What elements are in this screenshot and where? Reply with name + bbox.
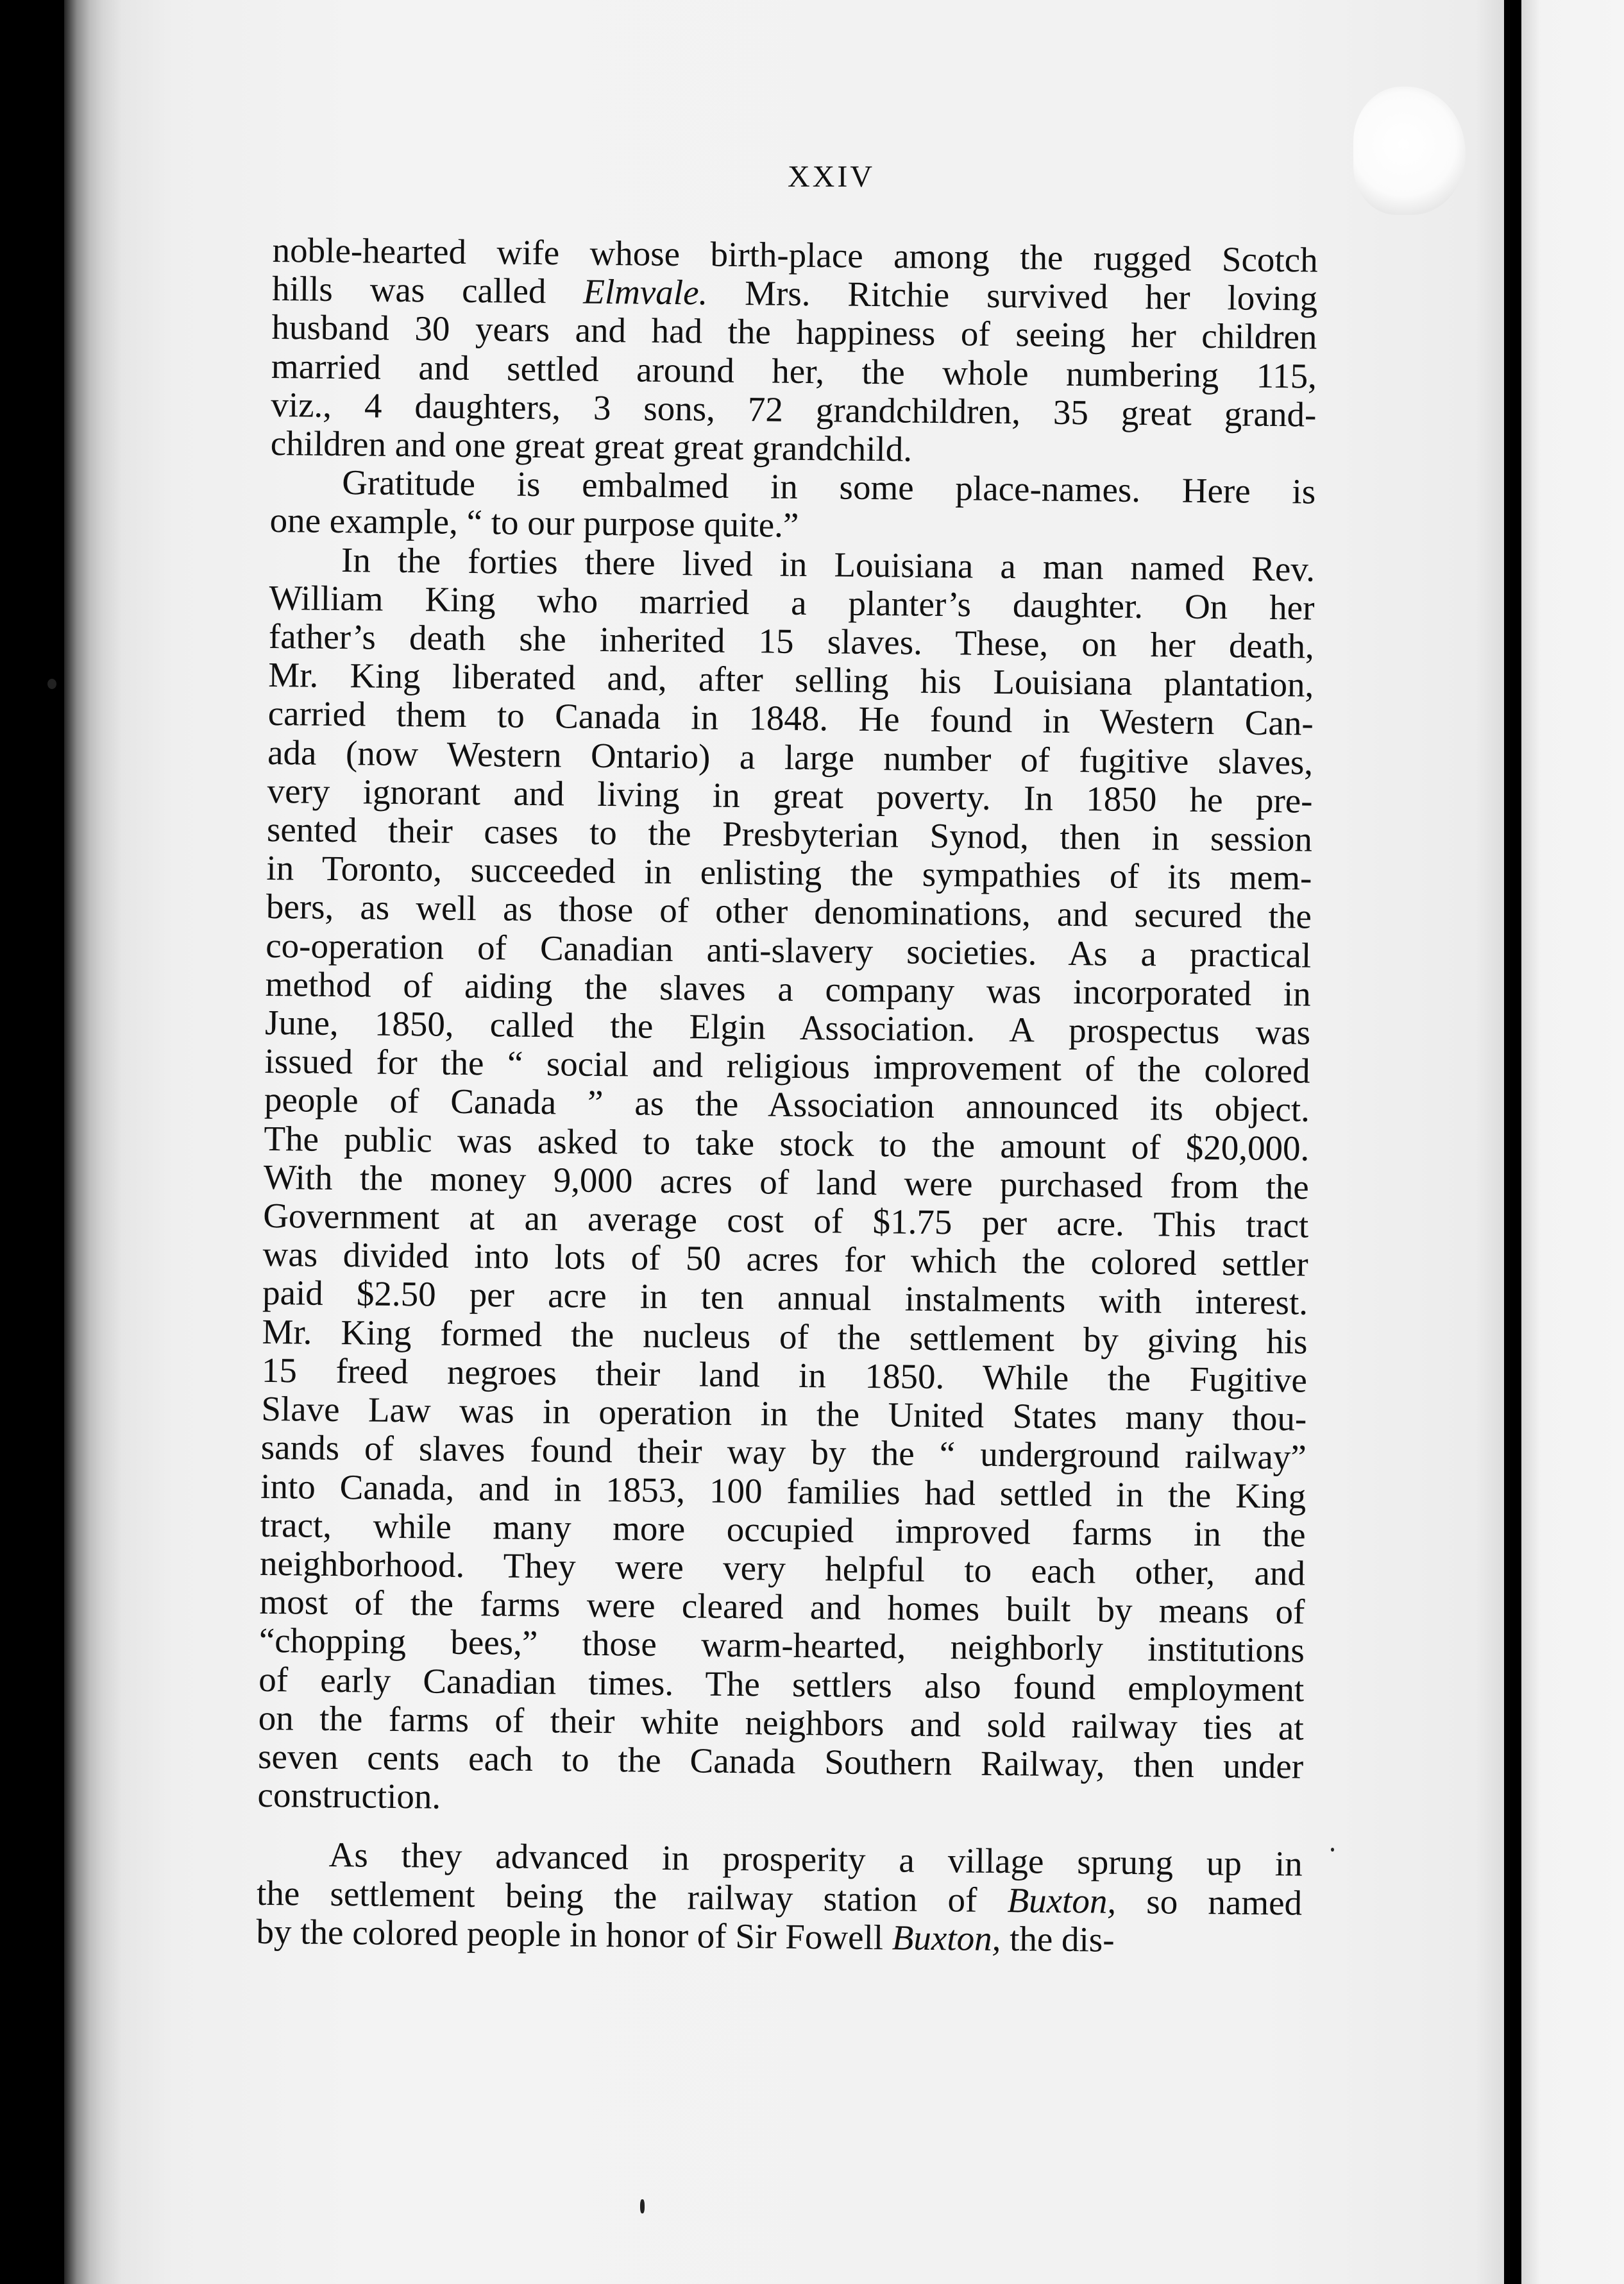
text-line: Mr. King liberated and, after selling his Louisiana plantation, xyxy=(268,655,1314,704)
text-line: tract, while many more occupied improved farms in the xyxy=(260,1504,1306,1555)
text-line: in Toronto, succeeded in enlisting the sympathies of its mem- xyxy=(266,848,1312,898)
text-line: of early Canadian times. The settlers also found employment xyxy=(258,1659,1305,1709)
text-line: very ignorant and living in great poverty. In 1850 he pre- xyxy=(267,771,1313,821)
text-line: one example, “ to our purpose quite.” xyxy=(269,500,799,545)
text-line: Gratitude is embalmed in some place-names. Here is xyxy=(341,463,1316,511)
text-line: “chopping bees,” those warm-hearted, neighborly institutions xyxy=(258,1621,1305,1670)
text-line: by the colored people in honor of Sir Fowell Buxton, the dis- xyxy=(256,1911,1115,1959)
text-line: neighborhood. They were very helpful to each other, and xyxy=(259,1543,1306,1593)
text-line: carried them to Canada in 1848. He found in Western Can- xyxy=(267,694,1314,744)
text-line: 15 freed negroes their land in 1850. While the Fugitive xyxy=(261,1350,1308,1400)
text-line: seven cents each to the Canada Southern Railway, then under xyxy=(257,1736,1304,1786)
margin-speck xyxy=(640,2199,645,2213)
text-line: Mr. King formed the nucleus of the settlement by giving his xyxy=(262,1311,1308,1361)
margin-speck xyxy=(47,679,56,689)
text-line: With the money 9,000 acres of land were purchased from the xyxy=(263,1157,1310,1207)
text-line: noble-hearted wife whose birth-place among the rugged Scotch xyxy=(272,230,1318,280)
text-line: children and one great great great grandchild. xyxy=(270,423,913,469)
text-line: people of Canada ” as the Association announced its object. xyxy=(264,1080,1310,1130)
text-line: bers, as well as those of other denominations, and secured the xyxy=(266,887,1312,937)
text-line: In the forties there lived in Louisiana a man named Rev. xyxy=(341,540,1315,589)
text-line: issued for the “ social and religious improvement of the colored xyxy=(264,1041,1310,1091)
text-line: husband 30 years and had the happiness of seeing her children xyxy=(271,307,1317,357)
text-line: The public was asked to take stock to the amount of $20,000. xyxy=(264,1118,1310,1168)
text-line: William King who married a planter’s daughter. On her xyxy=(269,577,1315,627)
page-gutter-shadow xyxy=(64,0,103,2284)
body-text xyxy=(256,231,1318,1961)
text-line: Slave Law was in operation in the United States many thou- xyxy=(261,1389,1307,1438)
text-line: co-operation of Canadian anti-slavery societies. As a practical xyxy=(266,925,1312,975)
text-line: viz., 4 daughters, 3 sons, 72 grandchildren, 35 great grand- xyxy=(271,384,1317,434)
text-line: method of aiding the slaves a company was incorporated in xyxy=(265,964,1311,1014)
text-line: As they advanced in prosperity a village sprung up in xyxy=(328,1835,1303,1884)
text-line: hills was called Elmvale. Mrs. Ritchie survived her loving xyxy=(271,269,1318,318)
text-line: on the farms of their white neighbors and sold railway ties at xyxy=(258,1698,1304,1748)
text-line: construction. xyxy=(257,1775,441,1816)
text-line: June, 1850, called the Elgin Association. A prospectus was xyxy=(264,1003,1311,1052)
text-line: ada (now Western Ontario) a large number of fugitive slaves, xyxy=(267,732,1314,782)
text-line: married and settled around her, the whole numbering 115, xyxy=(271,346,1317,396)
text-line: Government at an average cost of $1.75 per acre. This tract xyxy=(262,1196,1309,1245)
page-number: XXIV xyxy=(788,160,875,194)
text-line: the settlement being the railway station of Buxton, so named xyxy=(256,1873,1303,1923)
text-line: was divided into lots of 50 acres for which the colored settler xyxy=(262,1234,1308,1284)
text-line: paid $2.50 per acre in ten annual instalments with interest. xyxy=(262,1273,1308,1323)
text-line: sands of slaves found their way by the “ underground railway” xyxy=(260,1427,1307,1477)
text-line: sented their cases to the Presbyterian Synod, then in session xyxy=(266,810,1313,859)
margin-speck xyxy=(1331,1848,1334,1852)
text-line: into Canada, and in 1853, 100 families had settled in the King xyxy=(260,1466,1307,1516)
text-line: father’s death she inherited 15 slaves. These, on her death, xyxy=(268,617,1315,666)
text-line: most of the farms were cleared and homes built by means of xyxy=(259,1582,1305,1632)
facing-page-edge xyxy=(1521,0,1624,2284)
